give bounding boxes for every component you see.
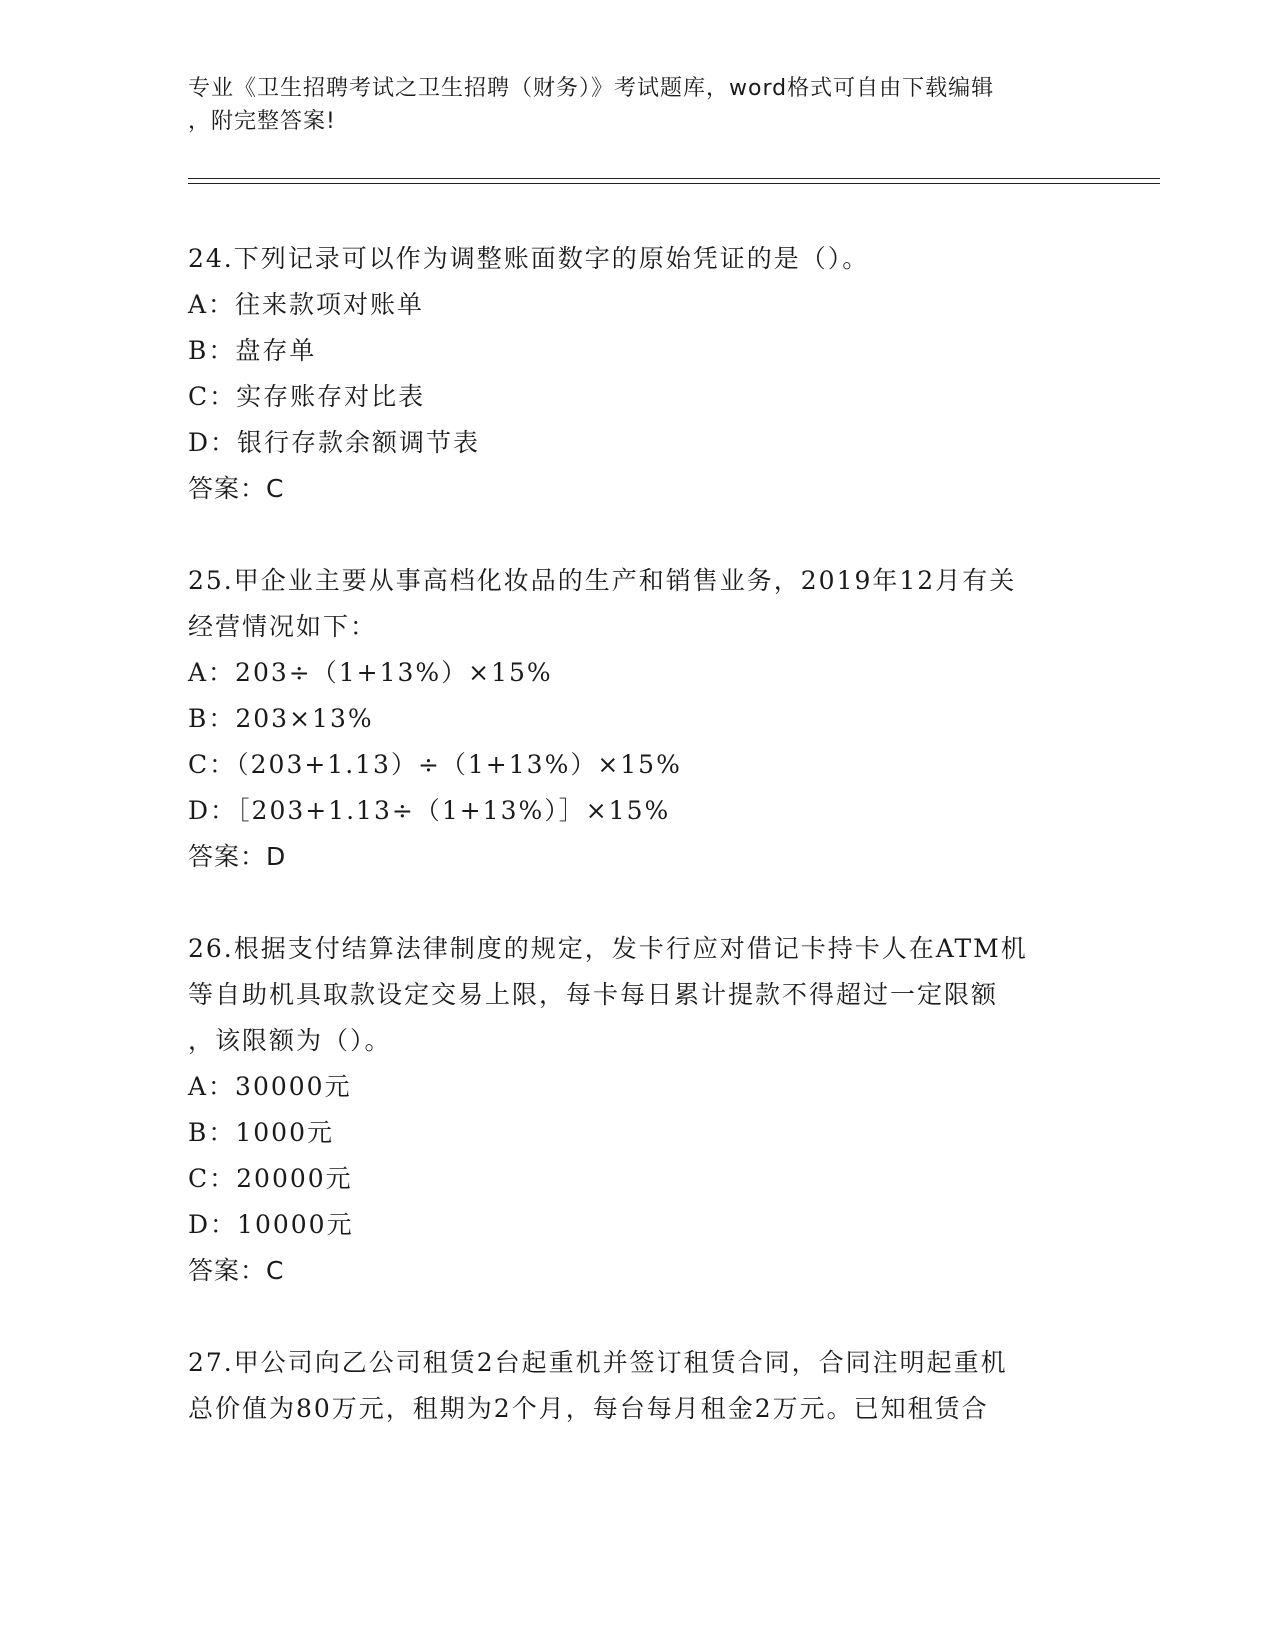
question-stem-line-2: 经营情况如下： <box>188 612 378 641</box>
question-stem-line-2: 总价值为80万元，租期为2个月，每台每月租金2万元。已知租赁合 <box>188 1394 989 1423</box>
spacer <box>188 1294 1088 1340</box>
option-b: B：盘存单 <box>188 336 317 365</box>
option-a: A：往来款项对账单 <box>188 290 425 319</box>
option-c: C：20000元 <box>188 1164 353 1193</box>
option-b: B：1000元 <box>188 1118 334 1147</box>
question-stem-line-1: 25.甲企业主要从事高档化妆品的生产和销售业务，2019年12月有关 <box>188 566 1017 595</box>
question-stem-line-1: 27.甲公司向乙公司租赁2台起重机并签订租赁合同，合同注明起重机 <box>188 1348 1008 1377</box>
header-line-2: ，附完整答案! <box>188 109 336 134</box>
option-b: B：203×13% <box>188 704 374 733</box>
option-c: C：实存账存对比表 <box>188 382 426 411</box>
answer: 答案：C <box>188 474 285 503</box>
question-stem-line-2: 等自助机具取款设定交易上限，每卡每日累计提款不得超过一定限额 <box>188 980 999 1009</box>
option-c: C：（203+1.13）÷（1+13%）×15% <box>188 750 682 779</box>
question-27 <box>188 1340 1088 1432</box>
answer: 答案：D <box>188 842 287 871</box>
header-divider-bottom <box>188 183 1160 184</box>
option-d: D：10000元 <box>188 1210 354 1239</box>
question-stem: 24.下列记录可以作为调整账面数字的原始凭证的是（）。 <box>188 244 870 273</box>
spacer <box>188 512 1088 558</box>
question-stem-line-1: 26.根据支付结算法律制度的规定，发卡行应对借记卡持卡人在ATM机 <box>188 934 1028 963</box>
answer: 答案：C <box>188 1256 285 1285</box>
question-26 <box>188 926 1088 1294</box>
option-a: A：203÷（1+13%）×15% <box>188 658 553 687</box>
question-24 <box>188 236 1088 512</box>
option-d: D：银行存款余额调节表 <box>188 428 481 457</box>
option-a: A：30000元 <box>188 1072 352 1101</box>
question-list <box>188 236 1088 1432</box>
header-line-1: 专业《卫生招聘考试之卫生招聘（财务）》考试题库，word格式可自由下载编辑 <box>188 76 995 101</box>
option-d: D：［203+1.13÷（1+13%）］×15% <box>188 796 671 825</box>
header-divider-top <box>188 178 1160 179</box>
document-header <box>188 72 1088 138</box>
spacer <box>188 880 1088 926</box>
question-25 <box>188 558 1088 880</box>
question-stem-line-3: ，该限额为（）。 <box>188 1026 392 1055</box>
